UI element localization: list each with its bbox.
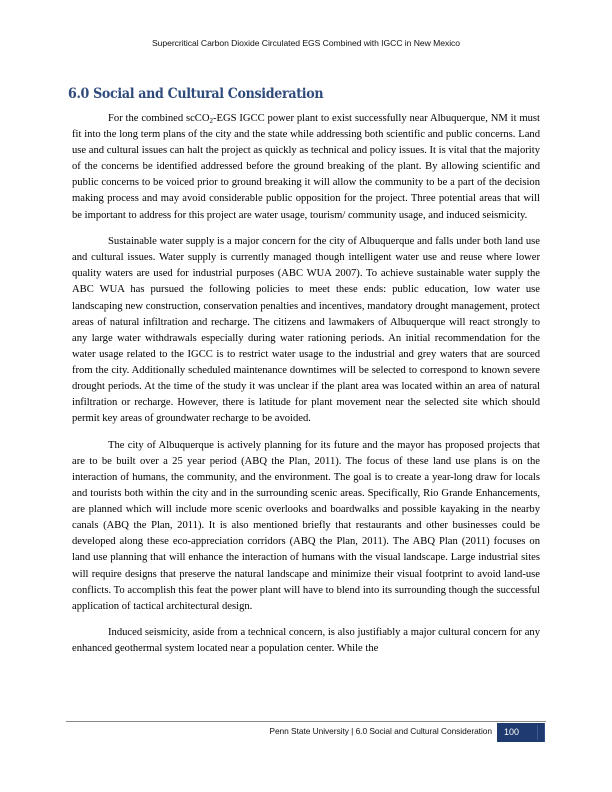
running-header: Supercritical Carbon Dioxide Circulated EGS Combined with IGCC in New Mexico	[151, 38, 461, 48]
footer-text: Penn State University | 6.0 Social and Cultural Consideration	[269, 726, 492, 736]
page-number-divider	[537, 725, 538, 740]
page-number: 100	[504, 726, 520, 737]
paragraph-intro	[72, 111, 540, 224]
footer-divider	[66, 721, 546, 722]
page-number-box	[497, 723, 545, 742]
paragraph-water-supply: Sustainable water supply is a major concern for the city of Albuquerque and falls under both land use and cultural issues. Water supply is currently managed though intelligent water use and reuse where lower quality waters are used for industrial purposes (ABC WUA 2007). To achieve sustainable water supply the ABC WUA has pursued the following policies to meet these ends: public education, low water use landscaping new construction, conservation penalties and incentives, mandatory drought management, protect areas of natural infiltration and recharge. The citizens and lawmakers of Albuquerque will react strongly to any large water withdrawals especially during water rationing periods. An initial recommendation for the water usage related to the IGCC is to restrict water usage to the industrial and grey waters that are sourced from the city. Additionally scheduled maintenance downtimes will be selected to correspond to known severe drought periods. At the time of the study it was unclear if the plant area was located within an area of natural infiltration or recharge. However, there is latitude for plant movement near the selected site which should permit key areas of groundwater recharge to be avoided.	[72, 236, 540, 425]
paragraph-induced-seismicity: Induced seismicity, aside from a technical concern, is also justifiably a major cultural concern for any enhanced geothermal system located near a population center. While the	[72, 627, 540, 655]
paragraph-intro-start: For the combined scCO	[108, 113, 210, 124]
paragraph-intro-rest: -EGS IGCC power plant to exist successfully near Albuquerque, NM it must fit into the long term plans of the city and the state while addressing both scientific and public concerns. Land use and cultural issues can halt the project as quickly as technical and policy issues. It is vital that the majority of the concerns be identified addressed before the ground breaking of the plant. By allowing scientific and public concerns to be voiced prior to ground breaking it will allow the community to be a part of the decision making process and may avoid considerable public opposition for the project. Three potential areas that will be important to address for this project are water usage, tourism/ community usage, and induced seismicity.	[72, 113, 541, 221]
body-text	[72, 111, 540, 668]
paragraph-city-planning: The city of Albuquerque is actively planning for its future and the mayor has proposed projects that are to be built over a 25 year period (ABQ the Plan, 2011). The focus of these land use plans is on the interaction of humans, the community, and the environment. The goal is to create a year-long draw for locals and tourists both within the city and in the surrounding scenic areas. Specifically, Rio Grande Enhancements, are planned which will include more scenic overlooks and boardwalks and possible kayaking in the nearby canals (ABQ the Plan, 2011). It is also mentioned briefly that restaurants and other businesses could be developed along these eco-appreciation corridors (ABQ the Plan, 2011). The ABQ Plan (2011) focuses on land use planning that will enhance the interaction of humans with the visual landscape. Large industrial sites will require designs that preserve the natural landscape and minimize their visual footprint to avoid land-use conflicts. To accomplish this feat the power plant will have to blend into its surrounding though the successful application of tactical architectural design.	[72, 439, 540, 612]
subscript-2: 2	[209, 117, 214, 125]
section-title: 6.0 Social and Cultural Consideration	[68, 86, 324, 102]
